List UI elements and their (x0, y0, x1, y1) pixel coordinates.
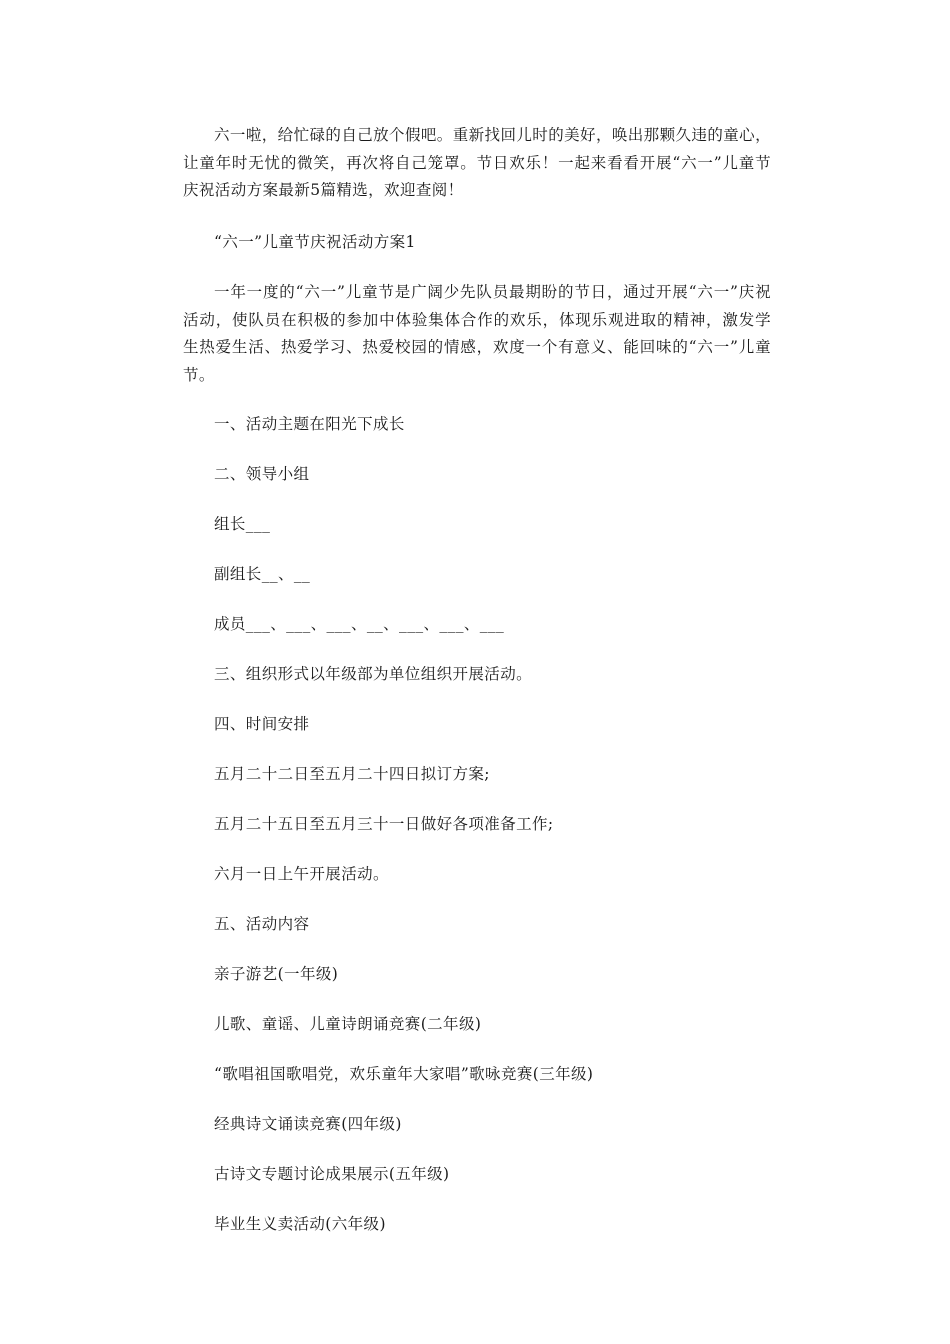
organization-heading: 三、组织形式以年级部为单位组织开展活动。 (214, 665, 533, 683)
activity-item: 儿歌、童谣、儿童诗朗诵竞赛(二年级) (214, 1015, 482, 1033)
leadership-heading: 二、领导小组 (214, 465, 310, 483)
schedule-item: 五月二十二日至五月二十四日拟订方案; (214, 765, 490, 783)
document-body (183, 122, 771, 1261)
leader-line: 组长___ (214, 515, 271, 533)
content-heading: 五、活动内容 (214, 915, 310, 933)
schedule-item: 六月一日上午开展活动。 (214, 865, 389, 883)
activity-item: 经典诗文诵读竞赛(四年级) (214, 1115, 402, 1133)
purpose-paragraph: 一年一度的“六一”儿童节是广阔少先队员最期盼的节日，通过开展“六一”庆祝活动，使队员在积极的参加中体验集体合作的欢乐，体现乐观进取的精神，激发学生热爱生活、热爱学习、热爱校园的情感，欢度一个有意义、能回味的“六一”儿童节。 (183, 283, 771, 384)
activity-item: “歌唱祖国歌唱党，欢乐童年大家唱”歌咏竞赛(三年级) (214, 1065, 594, 1083)
activity-item: 古诗文专题讨论成果展示(五年级) (214, 1165, 450, 1183)
activity-item: 毕业生义卖活动(六年级) (214, 1215, 386, 1233)
intro-paragraph: 六一啦，给忙碌的自己放个假吧。重新找回儿时的美好，唤出那颗久违的童心，让童年时无忧的微笑，再次将自己笼罩。节日欢乐！一起来看看开展“六一”儿童节庆祝活动方案最新5篇精选，欢迎查阅！ (183, 126, 771, 199)
section-title: “六一”儿童节庆祝活动方案1 (214, 232, 416, 251)
deputy-leader-line: 副组长__、__ (214, 565, 311, 583)
members-line: 成员___、___、___、__、___、___、___ (214, 615, 505, 633)
theme-heading: 一、活动主题在阳光下成长 (214, 415, 405, 433)
schedule-item: 五月二十五日至五月三十一日做好各项准备工作; (214, 815, 554, 833)
activity-item: 亲子游艺(一年级) (214, 965, 339, 983)
schedule-heading: 四、时间安排 (214, 715, 310, 733)
